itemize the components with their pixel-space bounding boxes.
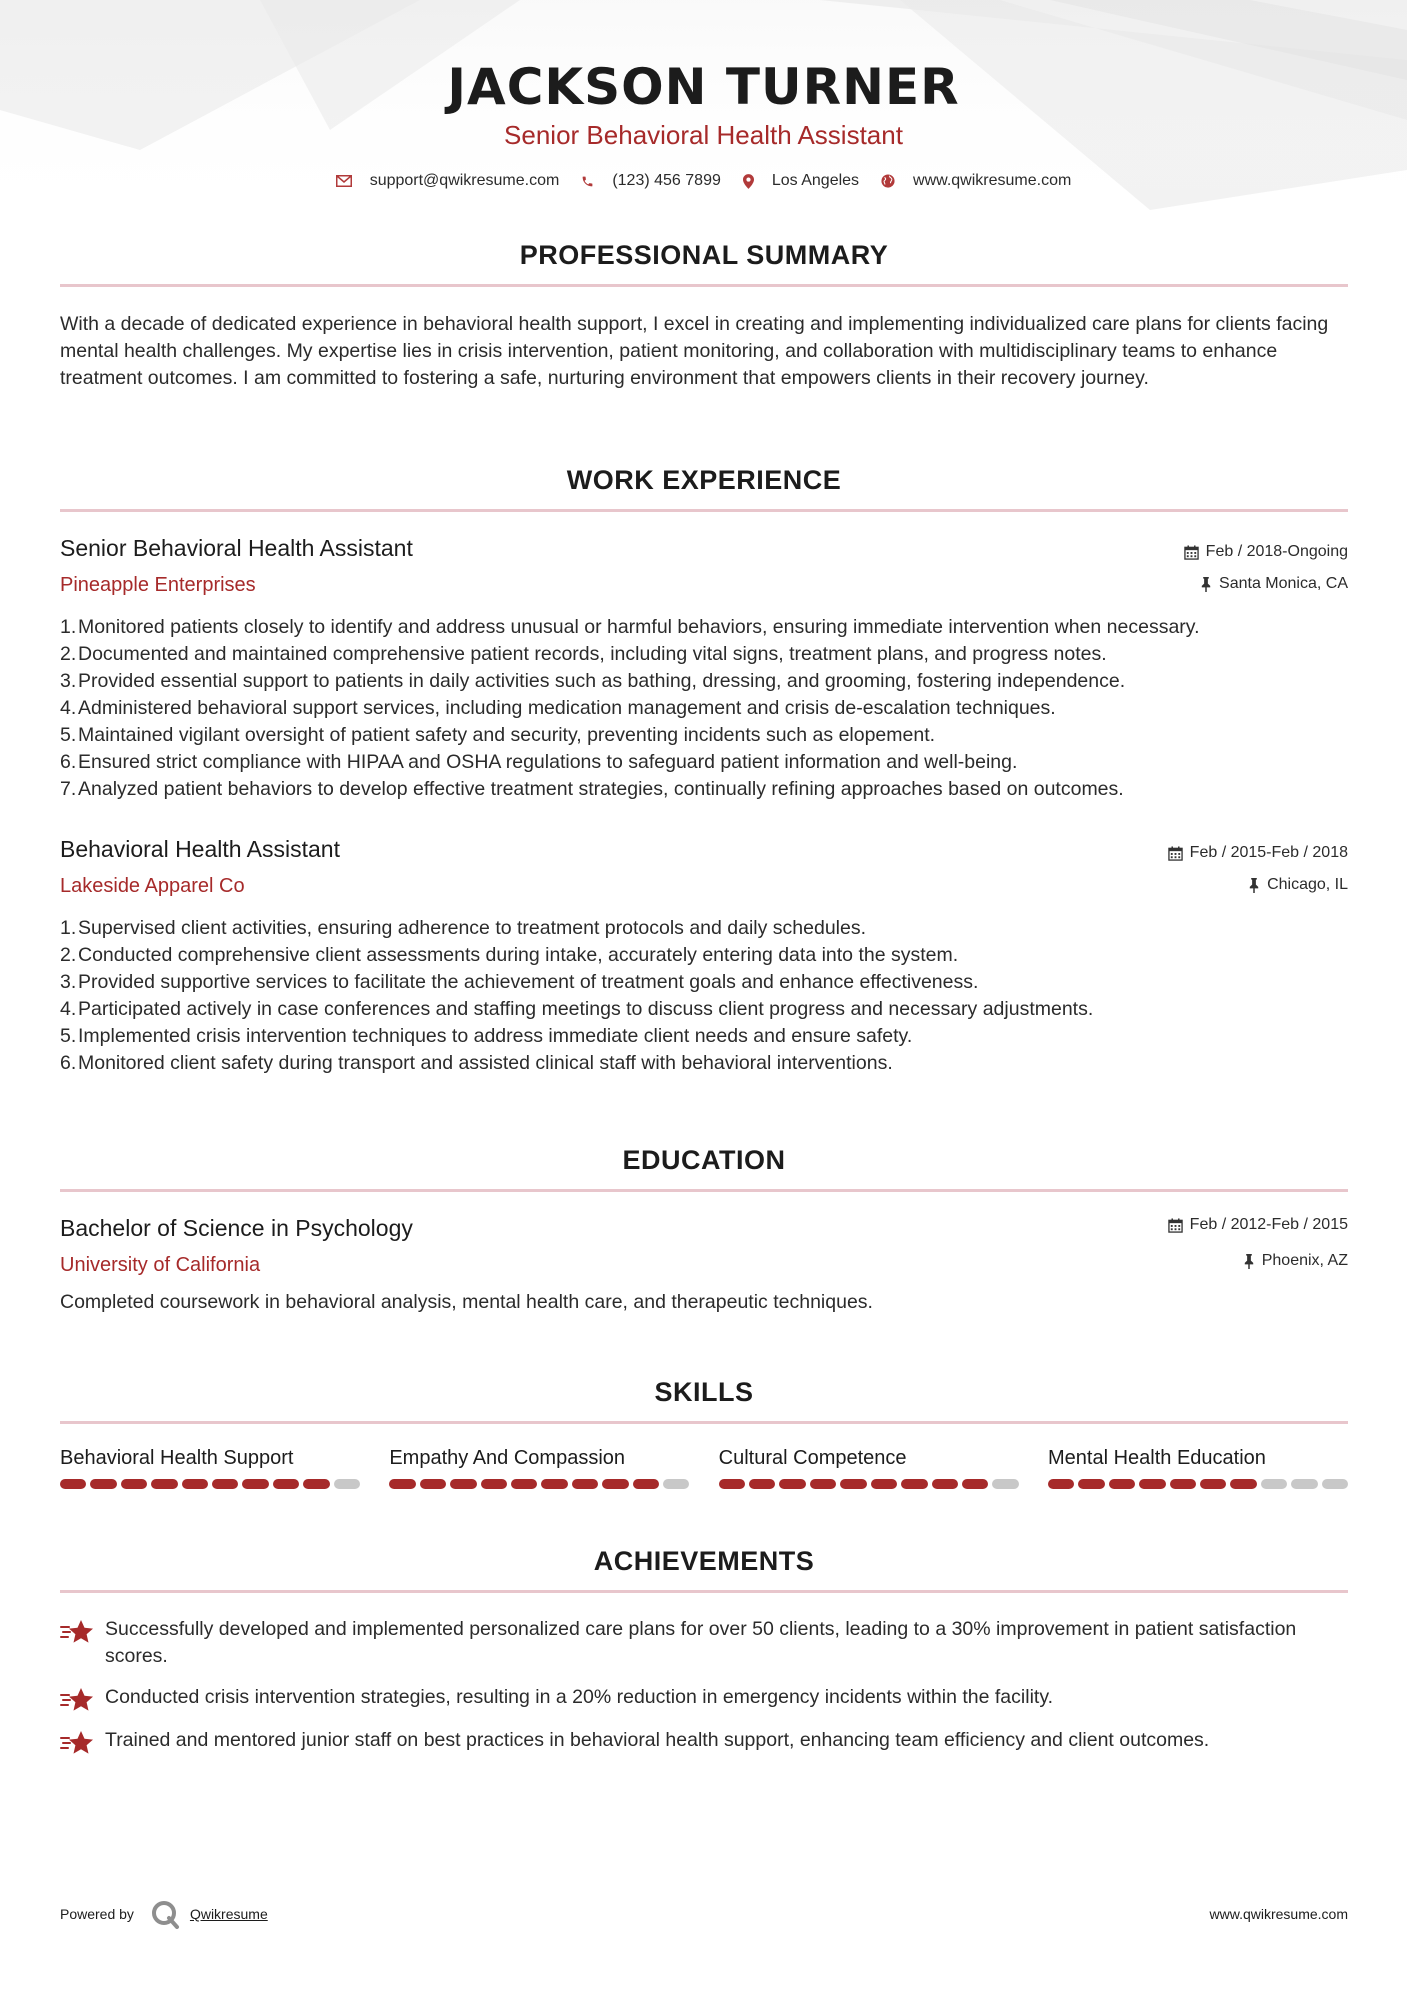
skill-dot-filled [182, 1479, 208, 1489]
skill-rating-bar [1048, 1479, 1348, 1489]
job-date-text: Feb / 2018-Ongoing [1205, 543, 1348, 560]
skill-dot-filled [1230, 1479, 1256, 1489]
phone-icon [581, 175, 594, 188]
duty-number: 2. [60, 643, 77, 665]
skill-dot-filled [1048, 1479, 1074, 1489]
duty-number: 6. [60, 1052, 77, 1074]
achievement-item [60, 1684, 1348, 1721]
skill-dot-filled [719, 1479, 745, 1489]
achievement-item [60, 1616, 1348, 1670]
skill-dot-filled [572, 1479, 598, 1489]
duty-number: 4. [60, 998, 77, 1020]
pushpin-icon [1248, 878, 1260, 893]
education-divider [60, 1189, 1348, 1192]
duty-text: Maintained vigilant oversight of patient safety and security, preventing incidents such as elopement. [78, 724, 936, 746]
education-heading: EDUCATION [622, 1145, 786, 1175]
globe-icon [881, 174, 895, 188]
duty-item [60, 641, 1360, 668]
skill-dot-filled [962, 1479, 988, 1489]
skill-dot-filled [303, 1479, 329, 1489]
skill-dot-filled [1078, 1479, 1104, 1489]
skill-dot-empty [1261, 1479, 1287, 1489]
skills-list [60, 1447, 1348, 1489]
skill-dot-filled [1139, 1479, 1165, 1489]
job-location [1248, 876, 1348, 894]
skill-dot-filled [151, 1479, 177, 1489]
skill-dot-filled [450, 1479, 476, 1489]
skill-name: Empathy And Compassion [389, 1447, 626, 1469]
skill-dot-filled [932, 1479, 958, 1489]
duty-number: 4. [60, 697, 77, 719]
summary-heading: PROFESSIONAL SUMMARY [519, 240, 889, 270]
duty-text: Administered behavioral support services, including medication management and crisis de-escalation techniques. [78, 697, 1056, 719]
duty-number: 6. [60, 751, 77, 773]
star-badge-icon [60, 1684, 105, 1721]
duty-text: Conducted comprehensive client assessments during intake, accurately entering data into the system. [78, 944, 959, 966]
skill-dot-filled [1200, 1479, 1226, 1489]
skill-dot-filled [1170, 1479, 1196, 1489]
candidate-role: Senior Behavioral Health Assistant [504, 120, 903, 150]
company-name: Lakeside Apparel Co [60, 875, 245, 897]
education-location-text: Phoenix, AZ [1261, 1252, 1348, 1269]
pushpin-icon [1243, 1254, 1255, 1269]
skill-dot-empty [992, 1479, 1018, 1489]
duty-item [60, 969, 1360, 996]
qwikresume-logo-icon [150, 1899, 180, 1929]
duty-text: Provided supportive services to facilitate the achievement of treatment goals and enhance effectiveness. [78, 971, 979, 993]
duty-text: Supervised client activities, ensuring adherence to treatment protocols and daily schedules. [78, 917, 867, 939]
skill-dot-filled [121, 1479, 147, 1489]
duty-text: Participated actively in case conferences and staffing meetings to discuss client progress and necessary adjustments. [78, 998, 1094, 1020]
job-date-text: Feb / 2015-Feb / 2018 [1189, 844, 1348, 861]
company-name: Pineapple Enterprises [60, 574, 256, 596]
job-title: Senior Behavioral Health Assistant [60, 535, 413, 561]
skill-dot-empty [663, 1479, 689, 1489]
duty-text: Monitored patients closely to identify and address unusual or harmful behaviors, ensuring immediate intervention when necessary. [78, 616, 1200, 638]
skill-dot-empty [1322, 1479, 1348, 1489]
skill-dot-filled [901, 1479, 927, 1489]
skill-dot-filled [749, 1479, 775, 1489]
achievements-heading: ACHIEVEMENTS [593, 1546, 815, 1576]
achievement-text: Conducted crisis intervention strategies, resulting in a 20% reduction in emergency incidents within the facility. [105, 1686, 1054, 1708]
contact-location: Los Angeles [771, 172, 860, 189]
skill-dot-empty [1291, 1479, 1317, 1489]
job-location-text: Santa Monica, CA [1219, 575, 1348, 592]
job-date [1168, 844, 1348, 862]
job-location-text: Chicago, IL [1267, 876, 1348, 893]
duty-text: Documented and maintained comprehensive patient records, including vital signs, treatment plans, and progress notes. [78, 643, 1107, 665]
duty-item [60, 1050, 1360, 1077]
skill-dot-filled [90, 1479, 116, 1489]
duty-item [60, 722, 1360, 749]
achievement-text: Trained and mentored junior staff on best practices in behavioral health support, enhancing team efficiency and client outcomes. [105, 1729, 1210, 1751]
job-location [1200, 575, 1348, 593]
candidate-name: JACKSON TURNER [447, 58, 960, 116]
skill-dot-filled [273, 1479, 299, 1489]
duty-number: 7. [60, 778, 77, 800]
skill-name: Cultural Competence [718, 1447, 907, 1469]
school-name: University of California [60, 1254, 261, 1276]
duty-number: 5. [60, 1025, 77, 1047]
job-duties-list [60, 614, 1360, 803]
duty-item [60, 1023, 1360, 1050]
skill-dot-filled [602, 1479, 628, 1489]
duty-text: Monitored client safety during transport and assisted clinical staff with behavioral interventions. [78, 1052, 893, 1074]
skill-item [719, 1447, 1019, 1489]
footer-brand-link[interactable]: Qwikresume [189, 1906, 268, 1922]
job-date [1184, 543, 1348, 561]
skill-item [1048, 1447, 1348, 1489]
skill-dot-filled [389, 1479, 415, 1489]
contact-bar [0, 172, 1407, 190]
duty-number: 2. [60, 944, 77, 966]
skill-rating-bar [719, 1479, 1019, 1489]
skill-dot-filled [242, 1479, 268, 1489]
star-badge-icon [60, 1616, 105, 1653]
duty-number: 5. [60, 724, 77, 746]
summary-divider [60, 284, 1348, 287]
skill-rating-bar [389, 1479, 689, 1489]
skill-item [60, 1447, 360, 1489]
skill-name: Behavioral Health Support [60, 1447, 294, 1469]
contact-email[interactable]: support@qwikresume.com [369, 172, 560, 189]
achievement-item [60, 1727, 1348, 1764]
contact-website[interactable]: www.qwikresume.com [913, 172, 1072, 189]
education-location [1243, 1252, 1348, 1270]
skill-item [389, 1447, 689, 1489]
skill-dot-filled [633, 1479, 659, 1489]
experience-divider [60, 509, 1348, 512]
duty-number: 1. [60, 917, 77, 939]
job-title: Behavioral Health Assistant [60, 836, 340, 862]
skill-dot-filled [481, 1479, 507, 1489]
skill-dot-empty [334, 1479, 360, 1489]
duty-item [60, 942, 1360, 969]
skill-dot-filled [60, 1479, 86, 1489]
skills-heading: SKILLS [654, 1377, 754, 1407]
calendar-icon [1168, 1218, 1183, 1233]
powered-by-label: Powered by [60, 1906, 134, 1922]
skill-dot-filled [511, 1479, 537, 1489]
duty-number: 3. [60, 670, 77, 692]
skill-dot-filled [871, 1479, 897, 1489]
skill-dot-filled [840, 1479, 866, 1489]
duty-item [60, 915, 1360, 942]
skill-name: Mental Health Education [1047, 1447, 1266, 1469]
footer-powered-by [60, 1899, 268, 1929]
duty-item [60, 614, 1360, 641]
achievement-text: Successfully developed and implemented personalized care plans for over 50 clients, leading to a 30% improvement in patient satisfaction scores. [105, 1618, 1297, 1667]
skill-dot-filled [541, 1479, 567, 1489]
education-description: Completed coursework in behavioral analysis, mental health care, and therapeutic techniques. [60, 1291, 873, 1313]
skill-dot-filled [420, 1479, 446, 1489]
envelope-icon [336, 175, 352, 187]
duty-item [60, 668, 1360, 695]
experience-heading: WORK EXPERIENCE [566, 465, 842, 495]
education-date-text: Feb / 2012-Feb / 2015 [1189, 1216, 1348, 1233]
skill-rating-bar [60, 1479, 360, 1489]
calendar-icon [1168, 846, 1183, 861]
summary-text: With a decade of dedicated experience in behavioral health support, I excel in creating and implementing individualized care plans for clients facing mental health challenges. My expertise lies in crisis intervention, patient monitoring, and collaboration with multidisciplinary teams to enhance treatment outcomes. I am committed to fostering a safe, nurturing environment that empowers clients in their recovery journey. [60, 313, 1329, 389]
skill-dot-filled [779, 1479, 805, 1489]
duty-text: Ensured strict compliance with HIPAA and OSHA regulations to safeguard patient information and well-being. [78, 751, 1018, 773]
map-pin-icon [743, 174, 754, 189]
skill-dot-filled [810, 1479, 836, 1489]
duty-item [60, 996, 1360, 1023]
skill-dot-filled [1109, 1479, 1135, 1489]
duty-text: Analyzed patient behaviors to develop effective treatment strategies, continually refining approaches based on outcomes. [78, 778, 1124, 800]
skills-divider [60, 1421, 1348, 1424]
star-badge-icon [60, 1727, 105, 1764]
achievements-divider [60, 1590, 1348, 1593]
duty-text: Provided essential support to patients in daily activities such as bathing, dressing, and grooming, fostering independence. [78, 670, 1126, 692]
job-duties-list [60, 915, 1360, 1077]
education-date [1168, 1216, 1348, 1234]
calendar-icon [1184, 545, 1199, 560]
footer-website[interactable]: www.qwikresume.com [1209, 1906, 1348, 1922]
duty-item [60, 749, 1360, 776]
skill-dot-filled [212, 1479, 238, 1489]
duty-text: Implemented crisis intervention techniques to address immediate client needs and ensure safety. [78, 1025, 913, 1047]
pushpin-icon [1200, 577, 1212, 592]
duty-item [60, 695, 1360, 722]
duty-number: 1. [60, 616, 77, 638]
duty-item [60, 776, 1360, 803]
contact-phone[interactable]: (123) 456 7899 [612, 172, 721, 189]
degree-title: Bachelor of Science in Psychology [60, 1215, 413, 1241]
duty-number: 3. [60, 971, 77, 993]
